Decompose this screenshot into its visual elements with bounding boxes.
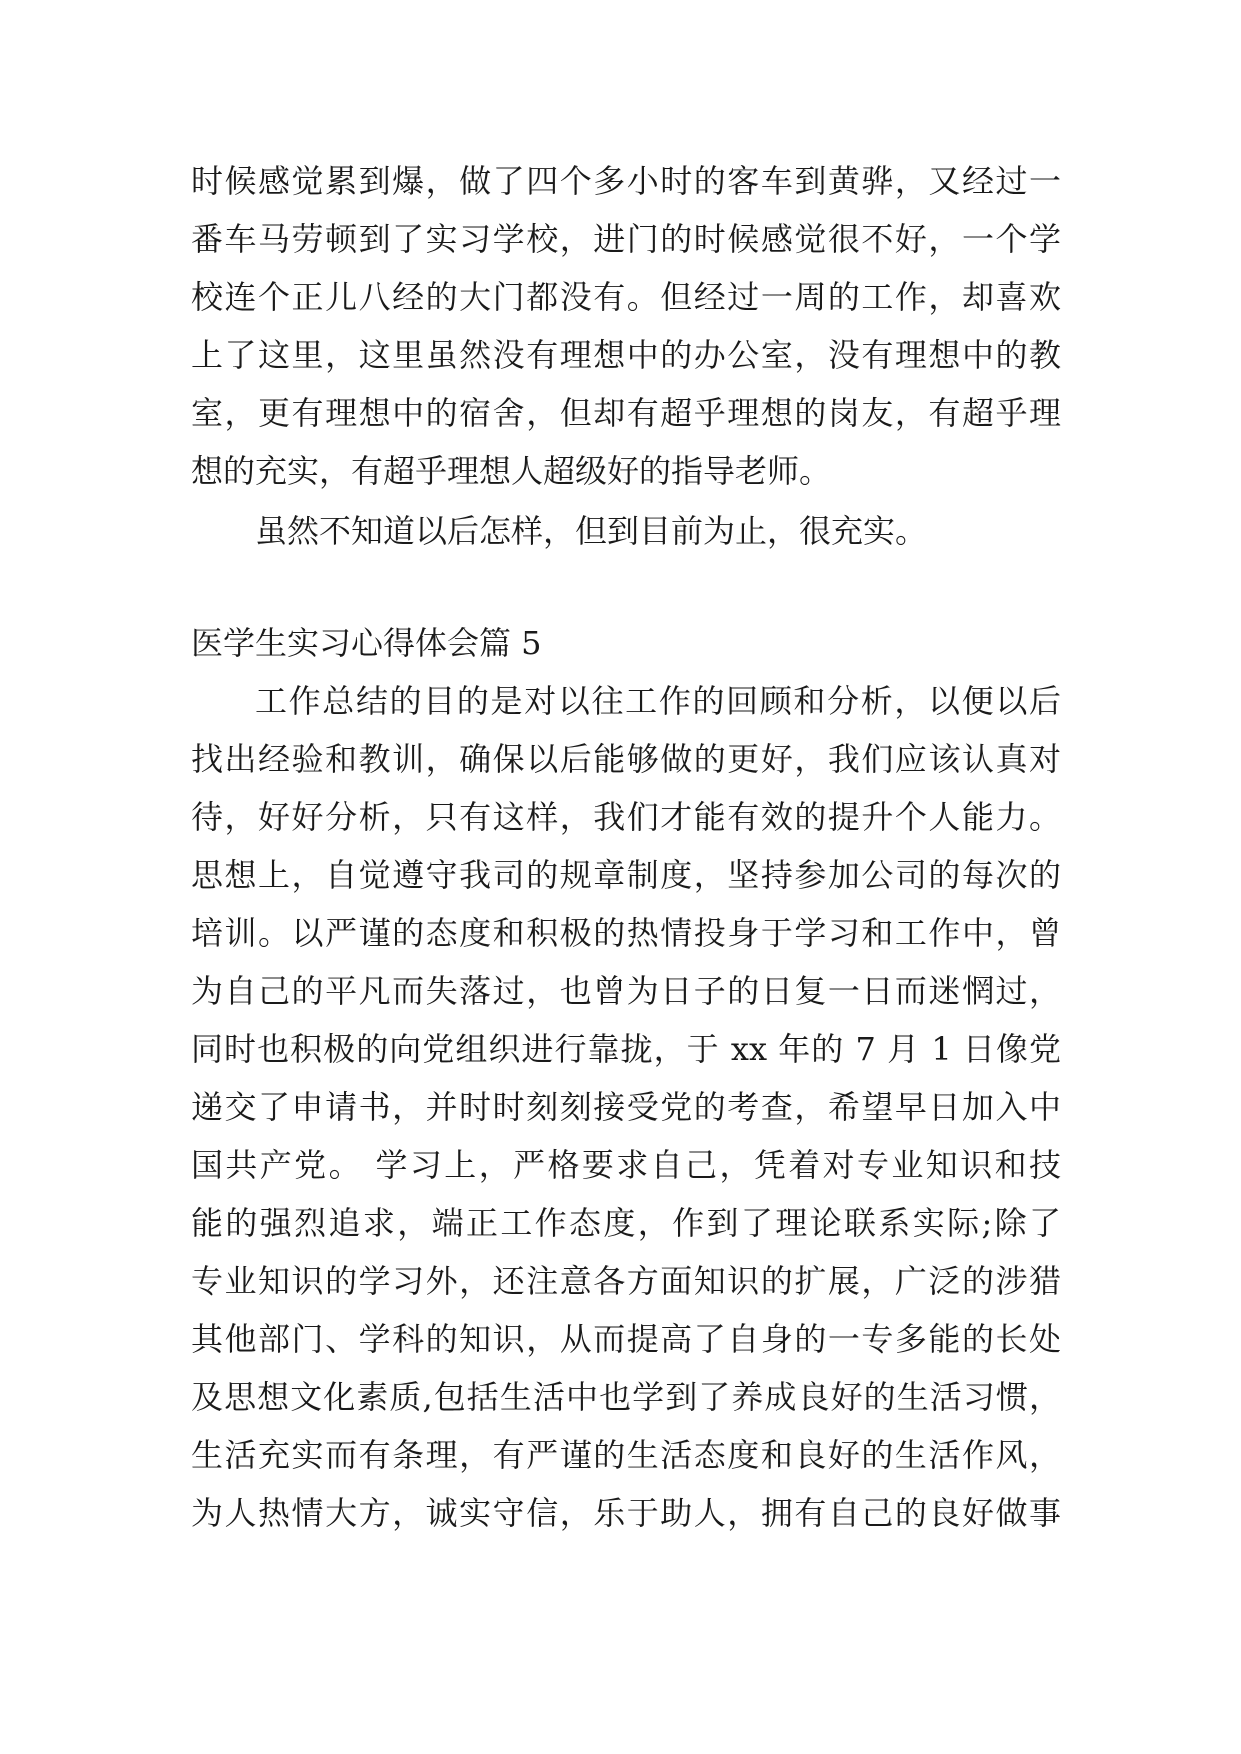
paragraph-1-line: 室，更有理想中的宿舍，但却有超乎理想的岗友，有超乎理 [191, 394, 1061, 432]
paragraph-2: 虽然不知道以后怎样，但到目前为止，很充实。 [255, 512, 928, 550]
paragraph-1-line: 时候感觉累到爆，做了四个多小时的客车到黄骅，又经过一 [191, 162, 1061, 200]
paragraph-3-line: 思想上，自觉遵守我司的规章制度，坚持参加公司的每次的 [191, 856, 1061, 894]
paragraph-3-line: 生活充实而有条理，有严谨的生活态度和良好的生活作风， [191, 1436, 1061, 1474]
paragraph-3-line: 为人热情大方，诚实守信，乐于助人，拥有自己的良好做事 [191, 1494, 1061, 1532]
paragraph-1-line: 想的充实，有超乎理想人超级好的指导老师。 [191, 452, 832, 490]
paragraph-3-line: 专业知识的学习外，还注意各方面知识的扩展，广泛的涉猎 [191, 1262, 1061, 1300]
paragraph-3-line: 同时也积极的向党组织进行靠拢，于 xx 年的 7 月 1 日像党 [191, 1030, 1061, 1068]
paragraph-3-line: 其他部门、学科的知识，从而提高了自身的一专多能的长处 [191, 1320, 1061, 1358]
paragraph-3-line: 能的强烈追求，端正工作态度，作到了理论联系实际;除了 [191, 1204, 1061, 1242]
paragraph-3-line: 培训。以严谨的态度和积极的热情投身于学习和工作中，曾 [191, 914, 1061, 952]
paragraph-3-line: 国共产党。 学习上，严格要求自己，凭着对专业知识和技 [191, 1146, 1061, 1184]
paragraph-3-line: 工作总结的目的是对以往工作的回顾和分析，以便以后 [255, 682, 1061, 720]
paragraph-3-line: 及思想文化素质,包括生活中也学到了养成良好的生活习惯， [191, 1378, 1061, 1416]
paragraph-3-line: 递交了申请书，并时时刻刻接受党的考查，希望早日加入中 [191, 1088, 1061, 1126]
paragraph-3-line: 待，好好分析，只有这样，我们才能有效的提升个人能力。 [191, 798, 1061, 836]
paragraph-1-line: 番车马劳顿到了实习学校，进门的时候感觉很不好，一个学 [191, 220, 1061, 258]
paragraph-1-line: 校连个正儿八经的大门都没有。但经过一周的工作，却喜欢 [191, 278, 1061, 316]
section-heading: 医学生实习心得体会篇 5 [191, 624, 542, 662]
paragraph-1-line: 上了这里，这里虽然没有理想中的办公室，没有理想中的教 [191, 336, 1061, 374]
paragraph-3-line: 为自己的平凡而失落过，也曾为日子的日复一日而迷惘过， [191, 972, 1061, 1010]
paragraph-3-line: 找出经验和教训，确保以后能够做的更好，我们应该认真对 [191, 740, 1061, 778]
